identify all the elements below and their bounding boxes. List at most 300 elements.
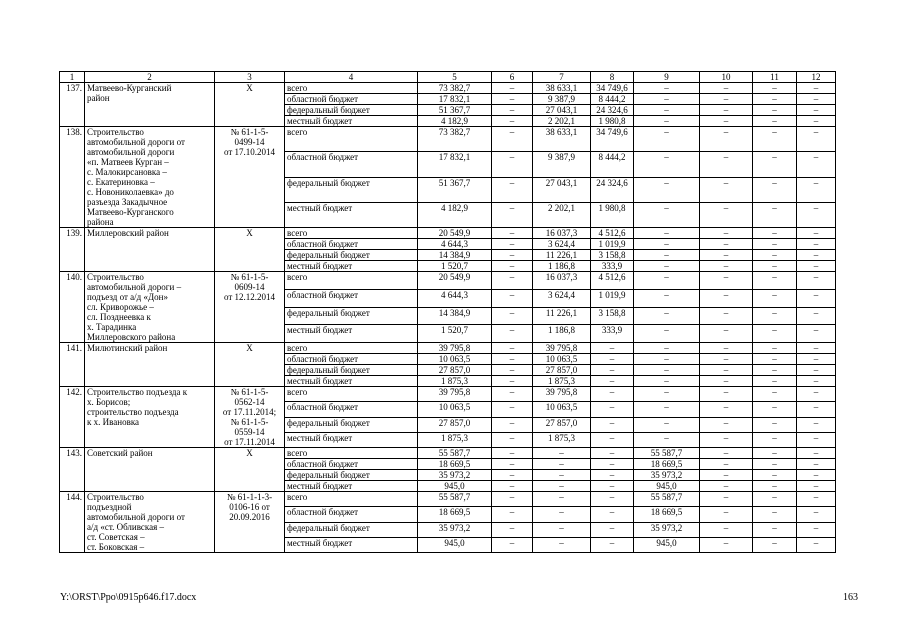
empty-value: –: [797, 417, 836, 432]
funding-source: всего: [285, 228, 418, 239]
document-reference: Х: [215, 343, 285, 387]
empty-value: –: [533, 481, 591, 492]
amount-value: 18 669,5: [634, 459, 700, 470]
empty-value: –: [797, 307, 836, 325]
funding-source: местный бюджет: [285, 432, 418, 447]
empty-value: –: [591, 417, 634, 432]
document-reference: Х: [215, 228, 285, 272]
empty-value: –: [700, 152, 753, 177]
empty-value: –: [797, 481, 836, 492]
object-name: Строительство автомобильной дороги от автомобильной дороги «п. Матвеев Курган – с. Малокирсановка – с. Екатериновка – с. Новониколаевка» до разъезда Закадычное Матвеево-Курганского района: [85, 127, 215, 228]
amount-value: 1 019,9: [591, 239, 634, 250]
empty-value: –: [492, 228, 533, 239]
empty-value: –: [753, 239, 797, 250]
empty-value: –: [753, 417, 797, 432]
amount-value: 38 633,1: [533, 127, 591, 152]
document-reference: Х: [215, 83, 285, 127]
empty-value: –: [634, 387, 700, 402]
amount-value: 73 382,7: [418, 83, 492, 94]
amount-value: 18 669,5: [634, 507, 700, 522]
empty-value: –: [492, 116, 533, 127]
amount-value: 1 520,7: [418, 325, 492, 343]
empty-value: –: [634, 250, 700, 261]
row-number: 137.: [60, 83, 85, 127]
empty-value: –: [700, 94, 753, 105]
row-number: 138.: [60, 127, 85, 228]
document-reference: № 61-1-1-3- 0106-16 от 20.09.2016: [215, 492, 285, 553]
funding-source: областной бюджет: [285, 289, 418, 307]
empty-value: –: [700, 343, 753, 354]
empty-value: –: [753, 387, 797, 402]
empty-value: –: [492, 127, 533, 152]
empty-value: –: [797, 94, 836, 105]
empty-value: –: [634, 307, 700, 325]
empty-value: –: [753, 492, 797, 507]
amount-value: 10 063,5: [533, 354, 591, 365]
amount-value: 27 043,1: [533, 177, 591, 202]
amount-value: 10 063,5: [533, 402, 591, 417]
funding-source: местный бюджет: [285, 261, 418, 272]
amount-value: 333,9: [591, 261, 634, 272]
empty-value: –: [591, 492, 634, 507]
empty-value: –: [492, 402, 533, 417]
amount-value: 11 226,1: [533, 307, 591, 325]
empty-value: –: [634, 261, 700, 272]
header-cell: 7: [533, 72, 591, 83]
amount-value: 945,0: [418, 537, 492, 552]
funding-source: областной бюджет: [285, 152, 418, 177]
empty-value: –: [492, 202, 533, 227]
amount-value: 39 795,8: [418, 387, 492, 402]
header-row: [60, 72, 836, 83]
amount-value: 18 669,5: [418, 507, 492, 522]
empty-value: –: [591, 432, 634, 447]
empty-value: –: [753, 522, 797, 537]
empty-value: –: [753, 202, 797, 227]
funding-source: местный бюджет: [285, 376, 418, 387]
empty-value: –: [753, 116, 797, 127]
empty-value: –: [753, 481, 797, 492]
empty-value: –: [492, 289, 533, 307]
header-cell: 6: [492, 72, 533, 83]
empty-value: –: [492, 365, 533, 376]
empty-value: –: [492, 177, 533, 202]
document-reference: № 61-1-5- 0499-14 от 17.10.2014: [215, 127, 285, 228]
empty-value: –: [700, 448, 753, 459]
empty-value: –: [753, 470, 797, 481]
empty-value: –: [700, 228, 753, 239]
empty-value: –: [591, 387, 634, 402]
empty-value: –: [591, 459, 634, 470]
empty-value: –: [797, 470, 836, 481]
empty-value: –: [492, 387, 533, 402]
amount-value: 2 202,1: [533, 116, 591, 127]
empty-value: –: [634, 417, 700, 432]
amount-value: 4 182,9: [418, 116, 492, 127]
empty-value: –: [591, 507, 634, 522]
amount-value: 51 367,7: [418, 105, 492, 116]
amount-value: 4 512,6: [591, 228, 634, 239]
funding-source: всего: [285, 343, 418, 354]
amount-value: 55 587,7: [634, 492, 700, 507]
empty-value: –: [797, 272, 836, 290]
amount-value: 3 624,4: [533, 239, 591, 250]
amount-value: 9 387,9: [533, 94, 591, 105]
funding-source: местный бюджет: [285, 325, 418, 343]
empty-value: –: [797, 365, 836, 376]
empty-value: –: [591, 354, 634, 365]
empty-value: –: [753, 376, 797, 387]
amount-value: 1 186,8: [533, 261, 591, 272]
empty-value: –: [492, 507, 533, 522]
empty-value: –: [634, 202, 700, 227]
amount-value: 27 857,0: [533, 365, 591, 376]
object-name: Строительство подъездной автомобильной дороги от а/д «ст. Обливская – ст. Советская – ст. Боковская –: [85, 492, 215, 553]
empty-value: –: [634, 343, 700, 354]
empty-value: –: [492, 459, 533, 470]
amount-value: 35 973,2: [418, 470, 492, 481]
empty-value: –: [700, 459, 753, 470]
empty-value: –: [700, 402, 753, 417]
empty-value: –: [797, 507, 836, 522]
empty-value: –: [753, 127, 797, 152]
empty-value: –: [797, 522, 836, 537]
funding-source: всего: [285, 127, 418, 152]
row-number: 139.: [60, 228, 85, 272]
empty-value: –: [700, 116, 753, 127]
funding-source: федеральный бюджет: [285, 307, 418, 325]
document-reference: Х: [215, 448, 285, 492]
empty-value: –: [492, 448, 533, 459]
empty-value: –: [591, 522, 634, 537]
funding-source: федеральный бюджет: [285, 105, 418, 116]
empty-value: –: [753, 537, 797, 552]
budget-table: [59, 71, 836, 553]
empty-value: –: [533, 459, 591, 470]
empty-value: –: [753, 177, 797, 202]
empty-value: –: [492, 537, 533, 552]
empty-value: –: [591, 537, 634, 552]
table-row: [60, 448, 836, 459]
empty-value: –: [492, 522, 533, 537]
table-row: [60, 127, 836, 152]
amount-value: 38 633,1: [533, 83, 591, 94]
empty-value: –: [797, 492, 836, 507]
empty-value: –: [700, 387, 753, 402]
amount-value: 4 182,9: [418, 202, 492, 227]
amount-value: 27 857,0: [533, 417, 591, 432]
amount-value: 51 367,7: [418, 177, 492, 202]
amount-value: 39 795,8: [533, 343, 591, 354]
empty-value: –: [634, 272, 700, 290]
empty-value: –: [700, 492, 753, 507]
empty-value: –: [753, 261, 797, 272]
empty-value: –: [700, 289, 753, 307]
header-cell: 3: [215, 72, 285, 83]
empty-value: –: [634, 94, 700, 105]
amount-value: 3 158,8: [591, 307, 634, 325]
amount-value: 3 158,8: [591, 250, 634, 261]
empty-value: –: [753, 94, 797, 105]
empty-value: –: [753, 272, 797, 290]
empty-value: –: [591, 481, 634, 492]
amount-value: 16 037,3: [533, 228, 591, 239]
empty-value: –: [797, 83, 836, 94]
empty-value: –: [700, 365, 753, 376]
empty-value: –: [797, 228, 836, 239]
empty-value: –: [797, 250, 836, 261]
row-number: 144.: [60, 492, 85, 553]
amount-value: 17 832,1: [418, 94, 492, 105]
empty-value: –: [797, 376, 836, 387]
table-body: [60, 83, 836, 553]
amount-value: 34 749,6: [591, 83, 634, 94]
funding-source: федеральный бюджет: [285, 522, 418, 537]
amount-value: 1 520,7: [418, 261, 492, 272]
empty-value: –: [753, 289, 797, 307]
empty-value: –: [797, 261, 836, 272]
empty-value: –: [797, 432, 836, 447]
amount-value: 1 875,3: [418, 432, 492, 447]
empty-value: –: [492, 272, 533, 290]
empty-value: –: [492, 250, 533, 261]
empty-value: –: [591, 448, 634, 459]
document-reference: № 61-1-5- 0562-14 от 17.11.2014; № 61-1-5- 0559-14 от 17.11.2014: [215, 387, 285, 448]
funding-source: федеральный бюджет: [285, 417, 418, 432]
empty-value: –: [492, 354, 533, 365]
amount-value: 3 624,4: [533, 289, 591, 307]
amount-value: 1 875,3: [418, 376, 492, 387]
empty-value: –: [797, 387, 836, 402]
empty-value: –: [753, 250, 797, 261]
funding-source: всего: [285, 272, 418, 290]
empty-value: –: [634, 376, 700, 387]
empty-value: –: [797, 537, 836, 552]
amount-value: 333,9: [591, 325, 634, 343]
amount-value: 35 973,2: [634, 470, 700, 481]
table-row: [60, 228, 836, 239]
row-number: 143.: [60, 448, 85, 492]
funding-source: областной бюджет: [285, 402, 418, 417]
amount-value: 34 749,6: [591, 127, 634, 152]
empty-value: –: [700, 307, 753, 325]
empty-value: –: [492, 432, 533, 447]
empty-value: –: [700, 481, 753, 492]
amount-value: 10 063,5: [418, 354, 492, 365]
amount-value: 55 587,7: [418, 492, 492, 507]
amount-value: 2 202,1: [533, 202, 591, 227]
funding-source: местный бюджет: [285, 116, 418, 127]
amount-value: 14 384,9: [418, 250, 492, 261]
empty-value: –: [492, 417, 533, 432]
amount-value: 27 857,0: [418, 417, 492, 432]
empty-value: –: [591, 343, 634, 354]
funding-source: федеральный бюджет: [285, 250, 418, 261]
empty-value: –: [753, 105, 797, 116]
document-reference: № 61-1-5- 0609-14 от 12.12.2014: [215, 272, 285, 343]
amount-value: 945,0: [418, 481, 492, 492]
amount-value: 4 512,6: [591, 272, 634, 290]
funding-source: областной бюджет: [285, 507, 418, 522]
empty-value: –: [753, 432, 797, 447]
empty-value: –: [753, 354, 797, 365]
empty-value: –: [634, 116, 700, 127]
funding-source: всего: [285, 387, 418, 402]
empty-value: –: [797, 105, 836, 116]
amount-value: 27 043,1: [533, 105, 591, 116]
amount-value: 35 973,2: [634, 522, 700, 537]
amount-value: 1 980,8: [591, 116, 634, 127]
empty-value: –: [700, 325, 753, 343]
empty-value: –: [492, 83, 533, 94]
empty-value: –: [797, 343, 836, 354]
empty-value: –: [492, 343, 533, 354]
funding-source: всего: [285, 83, 418, 94]
empty-value: –: [797, 127, 836, 152]
table-row: [60, 272, 836, 290]
header-cell: 10: [700, 72, 753, 83]
footer-file-path: Y:\ORST\Ppo\0915p646.f17.docx: [60, 592, 197, 603]
empty-value: –: [797, 177, 836, 202]
empty-value: –: [492, 94, 533, 105]
row-number: 140.: [60, 272, 85, 343]
amount-value: 1 019,9: [591, 289, 634, 307]
empty-value: –: [700, 507, 753, 522]
empty-value: –: [634, 354, 700, 365]
empty-value: –: [753, 402, 797, 417]
empty-value: –: [753, 365, 797, 376]
empty-value: –: [634, 365, 700, 376]
empty-value: –: [753, 448, 797, 459]
amount-value: 14 384,9: [418, 307, 492, 325]
header-cell: 9: [634, 72, 700, 83]
empty-value: –: [700, 127, 753, 152]
funding-source: местный бюджет: [285, 202, 418, 227]
empty-value: –: [591, 365, 634, 376]
empty-value: –: [700, 537, 753, 552]
amount-value: 55 587,7: [418, 448, 492, 459]
empty-value: –: [634, 432, 700, 447]
row-number: 142.: [60, 387, 85, 448]
empty-value: –: [700, 354, 753, 365]
empty-value: –: [492, 492, 533, 507]
empty-value: –: [753, 325, 797, 343]
empty-value: –: [753, 459, 797, 470]
amount-value: 27 857,0: [418, 365, 492, 376]
empty-value: –: [634, 83, 700, 94]
amount-value: 55 587,7: [634, 448, 700, 459]
object-name: Советский район: [85, 448, 215, 492]
header-cell: 8: [591, 72, 634, 83]
empty-value: –: [753, 83, 797, 94]
empty-value: –: [533, 448, 591, 459]
funding-source: всего: [285, 492, 418, 507]
object-name: Миллеровский район: [85, 228, 215, 272]
amount-value: 18 669,5: [418, 459, 492, 470]
empty-value: –: [797, 325, 836, 343]
object-name: Строительство подъезда к х. Борисов; строительство подъезда к х. Ивановка: [85, 387, 215, 448]
empty-value: –: [533, 537, 591, 552]
empty-value: –: [634, 177, 700, 202]
empty-value: –: [634, 152, 700, 177]
empty-value: –: [492, 105, 533, 116]
table-row: [60, 492, 836, 507]
empty-value: –: [700, 272, 753, 290]
funding-source: всего: [285, 448, 418, 459]
amount-value: 1 875,3: [533, 376, 591, 387]
amount-value: 945,0: [634, 481, 700, 492]
empty-value: –: [533, 522, 591, 537]
empty-value: –: [700, 470, 753, 481]
amount-value: 945,0: [634, 537, 700, 552]
empty-value: –: [700, 417, 753, 432]
empty-value: –: [634, 289, 700, 307]
amount-value: 8 444,2: [591, 94, 634, 105]
empty-value: –: [634, 105, 700, 116]
amount-value: 35 973,2: [418, 522, 492, 537]
amount-value: 24 324,6: [591, 105, 634, 116]
empty-value: –: [492, 470, 533, 481]
object-name: Строительство автомобильной дороги – подъезд от а/д «Дон» сл. Криворожье – сл. Позднеевка к х. Тарадинка Миллеровского района: [85, 272, 215, 343]
amount-value: 20 549,9: [418, 272, 492, 290]
amount-value: 39 795,8: [418, 343, 492, 354]
amount-value: 4 644,3: [418, 239, 492, 250]
amount-value: 10 063,5: [418, 402, 492, 417]
object-name: Милютинский район: [85, 343, 215, 387]
amount-value: 4 644,3: [418, 289, 492, 307]
amount-value: 1 186,8: [533, 325, 591, 343]
amount-value: 20 549,9: [418, 228, 492, 239]
header-cell: 2: [85, 72, 215, 83]
empty-value: –: [492, 152, 533, 177]
empty-value: –: [700, 432, 753, 447]
empty-value: –: [753, 507, 797, 522]
empty-value: –: [797, 448, 836, 459]
empty-value: –: [700, 522, 753, 537]
empty-value: –: [797, 202, 836, 227]
empty-value: –: [591, 402, 634, 417]
empty-value: –: [492, 307, 533, 325]
empty-value: –: [753, 228, 797, 239]
amount-value: 1 980,8: [591, 202, 634, 227]
amount-value: 24 324,6: [591, 177, 634, 202]
amount-value: 9 387,9: [533, 152, 591, 177]
empty-value: –: [591, 470, 634, 481]
amount-value: 16 037,3: [533, 272, 591, 290]
empty-value: –: [492, 261, 533, 272]
funding-source: федеральный бюджет: [285, 470, 418, 481]
empty-value: –: [634, 402, 700, 417]
empty-value: –: [700, 202, 753, 227]
empty-value: –: [797, 116, 836, 127]
empty-value: –: [533, 507, 591, 522]
empty-value: –: [797, 354, 836, 365]
amount-value: 39 795,8: [533, 387, 591, 402]
empty-value: –: [533, 470, 591, 481]
empty-value: –: [797, 152, 836, 177]
empty-value: –: [591, 376, 634, 387]
empty-value: –: [634, 239, 700, 250]
empty-value: –: [492, 376, 533, 387]
table-row: [60, 83, 836, 94]
empty-value: –: [700, 376, 753, 387]
header-cell: 11: [753, 72, 797, 83]
header-cell: 5: [418, 72, 492, 83]
funding-source: местный бюджет: [285, 481, 418, 492]
empty-value: –: [700, 105, 753, 116]
amount-value: 8 444,2: [591, 152, 634, 177]
empty-value: –: [700, 250, 753, 261]
